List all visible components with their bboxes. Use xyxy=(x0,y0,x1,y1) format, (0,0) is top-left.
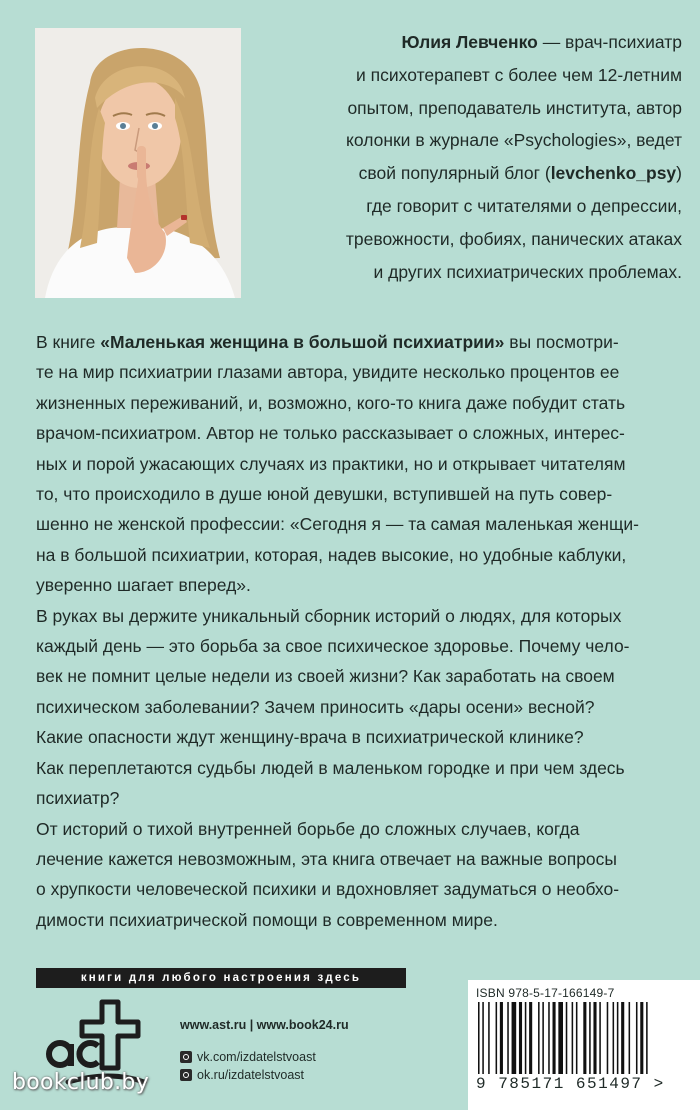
isbn-barcode-box xyxy=(468,980,700,1110)
barcode-bar xyxy=(553,1002,556,1074)
bio-line: колонки в журнале «Psychologies», ведет xyxy=(346,130,682,151)
ok-icon xyxy=(180,1069,192,1081)
description-line: Как переплетаются судьбы людей в маленьком городке и при чем здесь xyxy=(36,757,625,778)
description-line: ных и порой ужасающих случаях из практики, но и открывает читателям xyxy=(36,453,626,474)
barcode-bar xyxy=(488,1002,490,1074)
description-line: каждый день — это борьба за свое психическое здоровье. Почему чело- xyxy=(36,636,630,657)
barcode-bar xyxy=(629,1002,631,1074)
description-line: век не помнит целые недели из своей жизни? Как заработать на своем xyxy=(36,666,615,687)
vk-link[interactable]: vk.com/izdatelstvoast xyxy=(180,1050,349,1064)
description-line: о хрупкости человеческой психики и вдохновляет задуматься о необхо- xyxy=(36,879,620,900)
barcode-bar xyxy=(500,1002,503,1074)
description-line: психиатр? xyxy=(36,788,120,809)
book-description xyxy=(36,327,668,935)
barcode-bar xyxy=(607,1002,609,1074)
author-bio xyxy=(262,26,682,288)
barcode-bar xyxy=(538,1002,540,1074)
description-line: на в большой психиатрии, которая, надев высокие, но удобные каблуки, xyxy=(36,544,627,565)
tagline-bar: книги для любого настроения здесь xyxy=(36,968,406,988)
book-title: «Маленькая женщина в большой психиатрии» xyxy=(100,332,505,352)
barcode-bar xyxy=(542,1002,544,1074)
description-line: те на мир психиатрии глазами автора, увидите несколько процентов ее xyxy=(36,362,620,383)
barcode-bar xyxy=(613,1002,615,1074)
ean-number: 9 785171 651497 > xyxy=(476,1075,665,1093)
bio-line: тревожности, фобиях, панических атаках xyxy=(345,228,682,249)
ok-link[interactable]: ok.ru/izdatelstvoast xyxy=(180,1068,349,1082)
bio-line: свой популярный блог (levchenko_psy) xyxy=(358,163,682,184)
barcode-bar xyxy=(478,1002,480,1074)
bio-line: Юлия Левченко — врач-психиатр xyxy=(401,32,682,52)
barcode-bar xyxy=(525,1002,527,1074)
author-photo xyxy=(35,28,241,298)
barcode-bar xyxy=(593,1002,596,1074)
barcode-bar xyxy=(566,1002,568,1074)
barcode-bar xyxy=(640,1002,643,1074)
author-name: Юлия Левченко xyxy=(401,32,538,52)
description-line: то, что происходило в душе юной девушки, вступившей на путь совер- xyxy=(36,484,613,505)
description-line: лечение кажется невозможным, эта книга отвечает на важные вопросы xyxy=(36,848,617,869)
barcode-bar xyxy=(589,1002,591,1074)
description-line: психическом заболевании? Зачем приносить «дары осени» весной? xyxy=(36,696,595,717)
barcode-bar xyxy=(529,1002,532,1074)
barcode-bar xyxy=(482,1002,484,1074)
barcode-bar xyxy=(496,1002,498,1074)
barcode-bar xyxy=(507,1002,509,1074)
barcode-bar xyxy=(512,1002,517,1074)
description-line: В руках вы держите уникальный сборник историй о людях, для которых xyxy=(36,605,622,626)
description-line: димости психиатрической помощи в современном мире. xyxy=(36,909,498,930)
vk-icon xyxy=(180,1051,192,1063)
description-line: уверенно шагает вперед». xyxy=(36,575,251,596)
description-line: шенно не женской профессии: «Сегодня я — та самая маленькая женщи- xyxy=(36,514,639,535)
website-links[interactable]: www.ast.ru | www.book24.ru xyxy=(180,1018,349,1032)
bio-line: и психотерапевт с более чем 12-летним xyxy=(356,64,682,85)
barcode-bar xyxy=(519,1002,522,1074)
barcode-bar xyxy=(548,1002,550,1074)
barcode-bar xyxy=(558,1002,563,1074)
barcode-bar xyxy=(617,1002,619,1074)
barcode-bar xyxy=(646,1002,648,1074)
description-line: врачом-психиатром. Автор не только рассказывает о сложных, интерес- xyxy=(36,423,625,444)
description-line: Какие опасности ждут женщину-врача в психиатрической клинике? xyxy=(36,727,584,748)
description-line: жизненных переживаний, и, возможно, кого-то книга даже побудит стать xyxy=(36,392,626,413)
barcode-bar xyxy=(572,1002,574,1074)
barcode-bar xyxy=(636,1002,638,1074)
publisher-links xyxy=(180,1018,349,1086)
bio-line: опытом, преподаватель института, автор xyxy=(347,97,682,118)
barcode-bar xyxy=(576,1002,578,1074)
blog-handle: levchenko_psy xyxy=(550,163,677,184)
watermark: bookclub.by xyxy=(12,1070,150,1095)
description-line: В книге «Маленькая женщина в большой психиатрии» вы посмотри- xyxy=(36,332,619,352)
barcode-bar xyxy=(583,1002,586,1074)
barcode-image xyxy=(474,1002,694,1074)
isbn-text: ISBN 978-5-17-166149-7 xyxy=(476,986,615,1000)
barcode-bar xyxy=(599,1002,601,1074)
barcode-bar xyxy=(621,1002,624,1074)
bio-line: где говорит с читателями о депрессии, xyxy=(366,195,682,216)
bio-line: и других психиатрических проблемах. xyxy=(373,261,682,282)
description-line: От историй о тихой внутренней борьбе до сложных случаев, когда xyxy=(36,818,580,839)
